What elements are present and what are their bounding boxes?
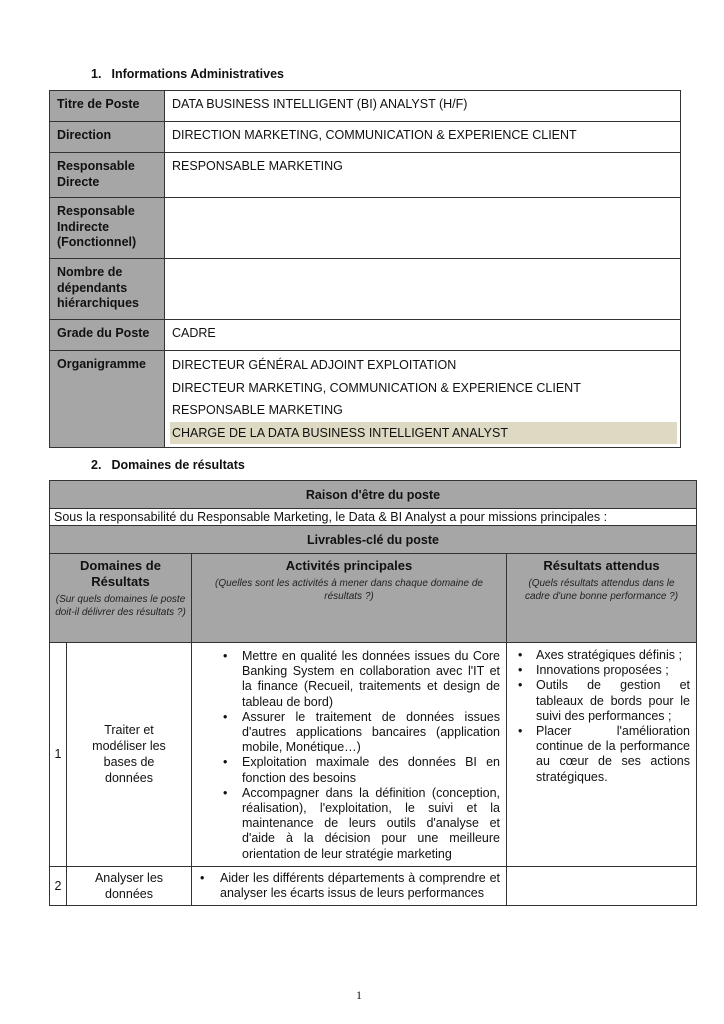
col-subtitle: (Sur quels domaines le poste doit-il délivrer des résultats ?): [55, 594, 186, 618]
row-results: [507, 866, 697, 905]
row-label: Grade du Poste: [50, 320, 165, 351]
bullet-icon: •: [223, 649, 228, 663]
row-index: 1: [50, 643, 67, 867]
livrables-header: Livrables-clé du poste: [50, 526, 697, 554]
col-header-activities: [192, 554, 507, 643]
page-number: 1: [356, 988, 362, 1002]
col-title: Activités principales: [285, 558, 413, 573]
list-item: • Placer l'amélioration continue de la performance au cœur de ses actions stratégiques.: [518, 724, 690, 784]
table-row: [50, 643, 697, 867]
row-value: [165, 259, 681, 320]
list-item: • Assurer le traitement de données issues d'autres applications bancaires (application mobile, Monétique…): [223, 709, 500, 755]
table-row: [50, 91, 681, 122]
row-label: Responsable Directe: [50, 153, 165, 198]
row-index: 2: [50, 866, 67, 905]
row-activities: [192, 643, 507, 867]
row-domain: Traiter et modéliser les bases de données: [67, 643, 192, 867]
row-label: Titre de Poste: [50, 91, 165, 122]
row-label: Nombre de dépendants hiérarchiques: [50, 259, 165, 320]
organigramme-value: [165, 351, 681, 448]
list-item: • Accompagner dans la définition (conception, réalisation), l'exploitation, le suivi et la maintenance de leurs outils d'analyse et d'aide à la décision pour une meilleure orientation de leur stratégie marketing: [223, 785, 500, 861]
row-domain: Analyser les données: [67, 866, 192, 905]
org-level-4-current: CHARGE DE LA DATA BUSINESS INTELLIGENT ANALYST: [170, 422, 677, 445]
list-item: • Innovations proposées ;: [518, 663, 669, 678]
row-value: DATA BUSINESS INTELLIGENT (BI) ANALYST (H/F): [165, 91, 681, 122]
bullet-icon: •: [518, 724, 523, 739]
mission-row: [50, 509, 697, 526]
bullet-icon: •: [518, 663, 523, 678]
bullet-icon: •: [223, 709, 228, 724]
row-value: [165, 198, 681, 259]
bullet-icon: •: [223, 755, 228, 770]
org-level-2: DIRECTEUR MARKETING, COMMUNICATION & EXPERIENCE CLIENT: [172, 380, 581, 395]
col-header-domains: [50, 554, 192, 643]
table-row: [50, 122, 681, 153]
row-value: RESPONSABLE MARKETING: [165, 153, 681, 198]
raison-header-row: [50, 481, 697, 509]
organigramme-label: Organigramme: [50, 351, 165, 448]
section-1-title-text: Informations Administratives: [111, 67, 284, 81]
org-level-3: RESPONSABLE MARKETING: [172, 403, 343, 417]
table-row: [50, 320, 681, 351]
list-item: • Axes stratégiques définis ;: [518, 648, 682, 662]
list-item: • Outils de gestion et tableaux de bords pour le suivi des performances ;: [518, 678, 690, 723]
row-label: Direction: [50, 122, 165, 153]
col-title: Domaines de Résultats: [80, 558, 161, 589]
section-1-title: [91, 67, 284, 81]
section-2-title: [91, 458, 245, 472]
org-level-1: DIRECTEUR GÉNÉRAL ADJOINT EXPLOITATION: [172, 358, 457, 372]
section-1-number: 1.: [91, 67, 102, 81]
list-item: • Aider les différents départements à comprendre et analyser les écarts issus de leurs performances: [200, 870, 500, 901]
list-item: • Mettre en qualité les données issues du Core Banking System en collaboration avec l'IT et la finance (Recueil, traitements et design de tableau de bord): [223, 649, 500, 709]
bullet-icon: •: [518, 648, 523, 662]
section-2-number: 2.: [91, 458, 102, 472]
col-title: Résultats attendus: [543, 558, 660, 573]
col-subtitle: (Quelles sont les activités à mener dans chaque domaine de résultats ?): [215, 578, 483, 602]
col-header-results: [507, 554, 697, 643]
bullet-icon: •: [518, 678, 523, 693]
mission-text: Sous la responsabilité du Responsable Marketing, le Data & BI Analyst a pour missions principales :: [50, 509, 697, 526]
results-domains-table: [49, 480, 697, 906]
raison-header: Raison d'être du poste: [50, 481, 697, 509]
row-results: [507, 643, 697, 867]
table-row: [50, 866, 697, 905]
row-label: Responsable Indirecte (Fonctionnel): [50, 198, 165, 259]
bullet-icon: •: [223, 785, 228, 800]
section-2-title-text: Domaines de résultats: [111, 458, 245, 472]
row-value: DIRECTION MARKETING, COMMUNICATION & EXPERIENCE CLIENT: [165, 122, 681, 153]
table-row: [50, 351, 681, 448]
table-row: [50, 198, 681, 259]
admin-info-table: [49, 90, 681, 448]
table-row: [50, 153, 681, 198]
col-subtitle: (Quels résultats attendus dans le cadre d'une bonne performance ?): [524, 578, 679, 602]
list-item: • Exploitation maximale des données BI en fonction des besoins: [223, 755, 500, 785]
livrables-header-row: [50, 526, 697, 554]
column-headers-row: [50, 554, 697, 643]
bullet-icon: •: [200, 870, 205, 885]
row-value: CADRE: [165, 320, 681, 351]
row-activities: [192, 866, 507, 905]
table-row: [50, 259, 681, 320]
